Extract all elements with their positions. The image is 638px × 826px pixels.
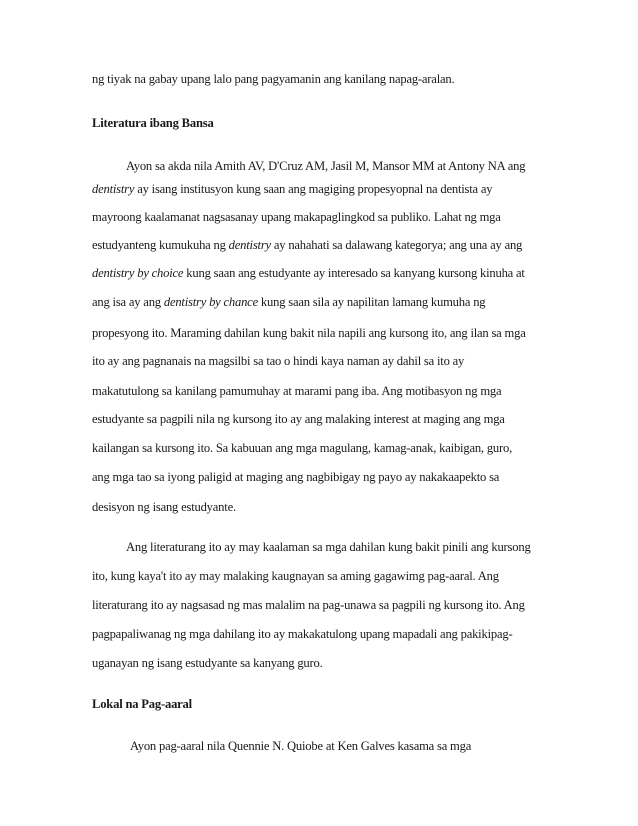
paragraph-line <box>92 295 485 310</box>
paragraph-line: propesyong ito. Maraming dahilan kung bakit nila napili ang kursong ito, ang ilan sa mga <box>92 326 526 340</box>
paragraph-line: Ayon sa akda nila Amith AV, D'Cruz AM, Jasil M, Mansor MM at Antony NA ang <box>126 159 526 173</box>
italic-term: dentistry by chance <box>163 295 258 309</box>
paragraph-line: mayroong kaalamanat nagsasanay upang makapaglingkod sa publiko. Lahat ng mga <box>92 210 501 224</box>
line-text: kung saan ang estudyante ay interesado sa kanyang kursong kinuha at <box>183 266 525 280</box>
italic-term: dentistry <box>92 182 135 196</box>
paragraph-line <box>92 266 525 281</box>
paragraph-line: pagpapaliwanag ng mga dahilang ito ay makakatulong upang mapadali ang pakikipag- <box>92 627 513 641</box>
intro-line: ng tiyak na gabay upang lalo pang pagyamanin ang kanilang napag-aralan. <box>92 72 455 86</box>
paragraph-line: ito, kung kaya't ito ay may malaking kaugnayan sa aming gagawimg pag-aaral. Ang <box>92 569 499 583</box>
line-text: ay nahahati sa dalawang kategorya; ang una ay ang <box>270 238 523 252</box>
section-heading-literatura-ibang-bansa: Literatura ibang Bansa <box>92 116 214 130</box>
italic-term: dentistry <box>228 238 271 252</box>
paragraph-line: kailangan sa kursong ito. Sa kabuuan ang mga magulang, kamag-anak, kaibigan, guro, <box>92 441 513 455</box>
paragraph-line <box>92 238 522 253</box>
paragraph-line <box>92 182 492 197</box>
paragraph-line: Ang literaturang ito ay may kaalaman sa mga dahilan kung bakit pinili ang kursong <box>126 540 531 554</box>
italic-term: dentistry by choice <box>92 266 184 280</box>
line-text: estudyanteng kumukuha ng <box>92 238 229 252</box>
paragraph-line: desisyon ng isang estudyante. <box>92 500 236 514</box>
paragraph-line: ang mga tao sa iyong paligid at maging ang nagbibigay ng payo ay nakakaapekto sa <box>92 470 500 484</box>
paragraph-line: Ayon pag-aaral nila Quennie N. Quiobe at Ken Galves kasama sa mga <box>130 739 472 753</box>
paragraph-line: makatutulong sa kanilang pamumuhay at marami pang iba. Ang motibasyon ng mga <box>92 384 502 398</box>
section-heading-lokal-na-pag-aaral: Lokal na Pag-aaral <box>92 697 192 711</box>
paragraph-line: uganayan ng isang estudyante sa kanyang guro. <box>92 656 323 670</box>
line-text: kung saan sila ay napilitan lamang kumuha ng <box>257 295 486 309</box>
paragraph-line: literaturang ito ay nagsasad ng mas malalim na pag-unawa sa pagpili ng kursong ito. Ang <box>92 598 525 612</box>
paragraph-line: ito ay ang pagnanais na magsilbi sa tao o hindi kaya naman ay dahil sa ito ay <box>92 354 465 368</box>
paragraph-line: estudyante sa pagpili nila ng kursong ito ay ang malaking interest at maging ang mga <box>92 412 505 426</box>
line-text: ang isa ay ang <box>92 295 164 309</box>
line-text: ay isang institusyon kung saan ang magiging propesyopnal na dentista ay <box>134 182 493 196</box>
